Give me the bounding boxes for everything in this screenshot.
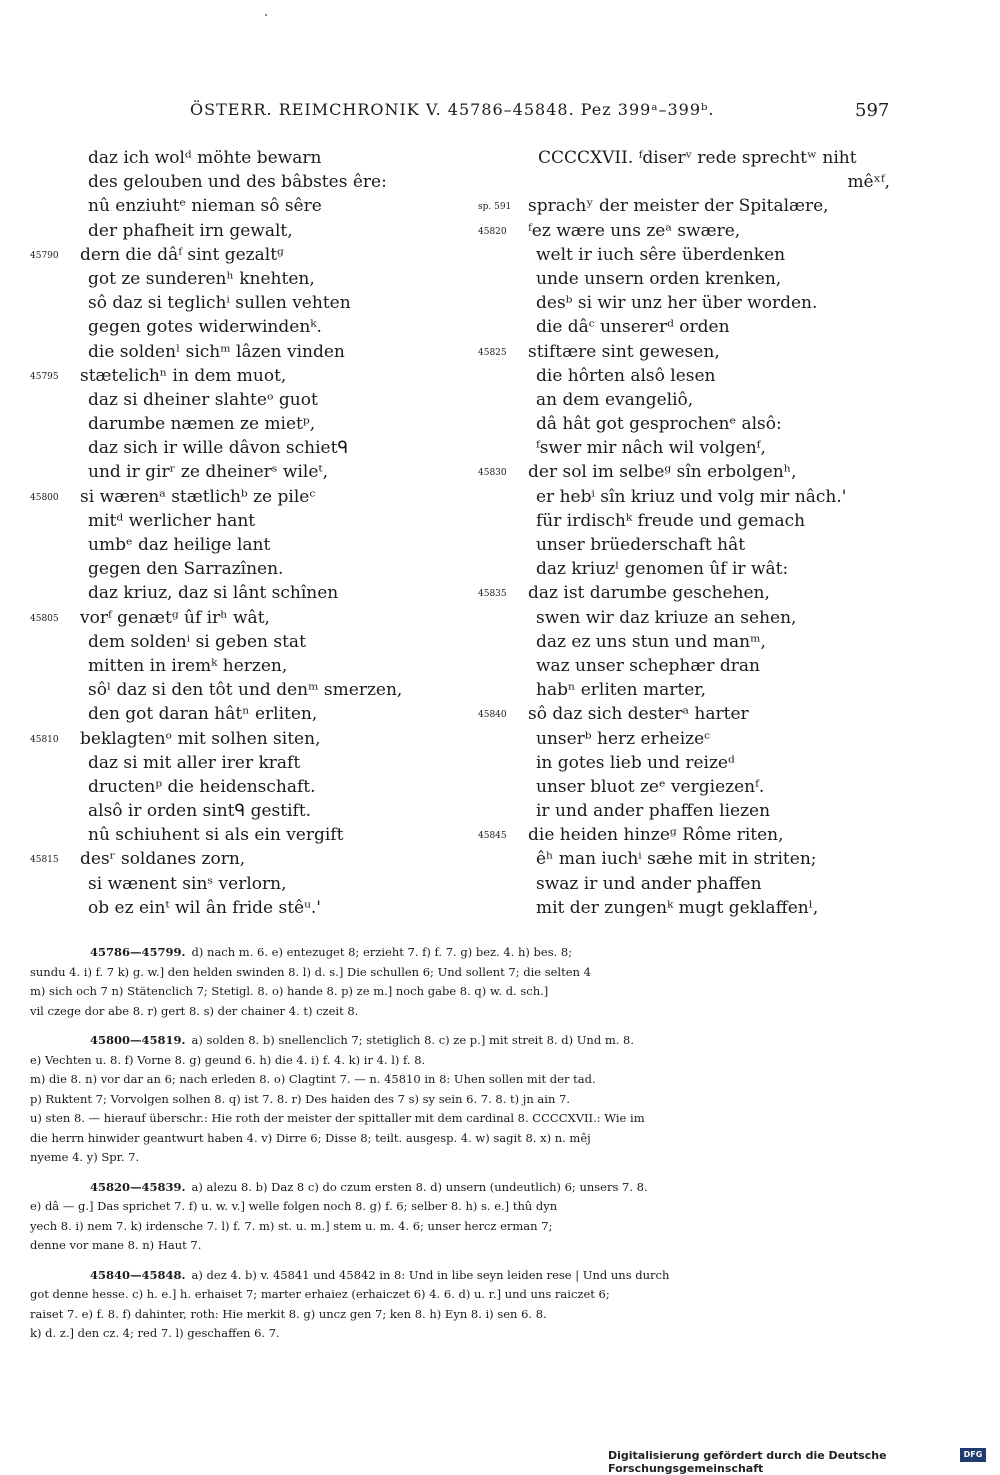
verse-line (478, 751, 898, 775)
verse-line (478, 170, 898, 194)
verse-text: daz ez uns stun und manᵐ, (536, 631, 766, 652)
verse-text: habⁿ erliten marter, (536, 680, 706, 701)
verse-text: sprachʸ der meister der Spitalære, (528, 196, 829, 217)
apparatus-line (30, 1236, 888, 1256)
verse-line (30, 533, 470, 557)
verse-line (478, 315, 898, 339)
apparatus-range: 45840—45848. (90, 1267, 186, 1282)
apparatus-line (30, 1197, 888, 1217)
verse-line (30, 436, 470, 460)
line-number: 45815 (30, 855, 59, 866)
apparatus-block (30, 1031, 888, 1168)
verse-line (30, 581, 470, 605)
apparatus-text: denne vor mane 8. n) Haut 7. (30, 1238, 202, 1252)
verse-text: unserᵇ herz erheizeᶜ (536, 728, 711, 749)
apparatus-line (30, 1090, 888, 1110)
line-number: 45810 (30, 734, 59, 745)
apparatus-line (30, 1148, 888, 1168)
verse-text: swaz ir und ander phaffen (536, 873, 762, 894)
line-number: 45790 (30, 250, 59, 261)
apparatus-text: d) nach m. 6. e) entezuget 8; erzieht 7. f) f. 7. g) bez. 4. h) bes. 8; (191, 945, 573, 959)
apparatus-text: a) alezu 8. b) Daz 8 c) do czum ersten 8. d) unsern (undeutlich) 6; unsers 7. 8. (191, 1179, 648, 1194)
verse-text: unser bluot zeᵉ vergiezenᶠ. (536, 776, 765, 797)
apparatus-text: sundu 4. i) f. 7 k) g. w.] den helden swinden 8. l) d. s.] Die schullen 6; Und sollent 7; die selten 4 (30, 964, 591, 979)
apparatus-text: p) Ruktent 7; Vorvolgen solhen 8. q) ist 7. 8. r) Des haiden des 7 s) sy sein 6. 7. 8. t) jn ain 7. (30, 1091, 570, 1106)
apparatus-text: got denne hesse. c) h. e.] h. erhaiset 7; marter erhaiez (erhaiczet 6) 4. 6. d) u. r.] und uns raiczet 6; (30, 1287, 610, 1301)
apparatus-line (30, 1002, 888, 1022)
verse-line (30, 243, 470, 267)
verse-text: daz kriuzˡ genomen ûf ir wât: (536, 559, 789, 580)
verse-text: mitten in iremᵏ herzen, (88, 655, 288, 676)
verse-line (478, 509, 898, 533)
verse-line (478, 581, 898, 605)
apparatus-range: 45820—45839. (90, 1179, 186, 1194)
verse-text: der sol im selbeᵍ sîn erbolgenʰ, (528, 462, 797, 483)
verse-text: darumbe næmen ze mietᵖ, (88, 414, 316, 435)
line-number: 45820 (478, 226, 507, 237)
apparatus-text: e) dâ — g.] Das sprichet 7. f) u. w. v.] welle folgen noch 8. g) f. 6; selber 8. h) s. e.] thû dyn (30, 1199, 558, 1213)
verse-text: sô daz sich desterᵃ harter (528, 704, 749, 725)
verse-line (478, 460, 898, 484)
dfg-logo: DFG (960, 1448, 986, 1462)
verse-text: alsô ir orden sintᑫ gestift. (88, 801, 312, 822)
line-number: 45800 (30, 492, 59, 503)
apparatus-block (30, 943, 888, 1021)
verse-line (478, 799, 898, 823)
verse-line (478, 219, 898, 243)
verse-text: mêˣᶠ, (847, 172, 890, 193)
verse-line (478, 654, 898, 678)
verse-line (478, 896, 898, 920)
verse-line (30, 460, 470, 484)
verse-text: des gelouben und des bâbstes êre: (88, 172, 387, 193)
verse-text: die heiden hinzeᵍ Rôme riten, (528, 825, 784, 846)
verse-line (30, 727, 470, 751)
verse-line (478, 727, 898, 751)
verse-line (30, 267, 470, 291)
verse-line (478, 194, 898, 218)
verse-line (30, 364, 470, 388)
verse-text: stætelichⁿ in dem muot, (80, 365, 287, 386)
line-number: 45805 (30, 613, 59, 624)
verse-text: daz si mit aller irer kraft (88, 752, 301, 773)
verse-line (30, 146, 470, 170)
verse-text: die soldenˡ sichᵐ lâzen vinden (88, 341, 345, 362)
verse-line (478, 823, 898, 847)
verse-text: sô daz si teglichⁱ sullen vehten (88, 293, 351, 314)
apparatus-text: raiset 7. e) f. 8. f) dahinter, roth: Hie merkit 8. g) uncz gen 7; ken 8. h) Eyn 8. i) sen 6. 8. (30, 1306, 547, 1321)
verse-line (30, 170, 470, 194)
verse-text: ob ez einᵗ wil ân fride stêᵘ.' (88, 897, 321, 918)
apparatus-line (30, 982, 888, 1002)
verse-line (478, 291, 898, 315)
verse-line (30, 751, 470, 775)
verse-line (478, 412, 898, 436)
verse-text: die dâᶜ unsererᵈ orden (536, 317, 730, 338)
verse-text: ᶠez wære uns zeᵃ swære, (528, 220, 741, 241)
critical-apparatus (30, 943, 888, 1354)
line-number: 45840 (478, 710, 507, 721)
apparatus-text: vil czege dor abe 8. r) gert 8. s) der chainer 4. t) czeit 8. (30, 1003, 359, 1018)
apparatus-text: k) d. z.] den cz. 4; red 7. l) geschaffen 6. 7. (30, 1326, 280, 1340)
verse-line (478, 364, 898, 388)
page-header (0, 100, 1000, 124)
apparatus-line (30, 1109, 888, 1129)
apparatus-line (30, 1324, 888, 1344)
verse-line (478, 678, 898, 702)
verse-text: daz ich wolᵈ möhte bewarn (88, 148, 322, 168)
verse-text: er hebⁱ sîn kriuz und volg mir nâch.' (536, 486, 847, 507)
verse-line (30, 340, 470, 364)
apparatus-line (30, 1266, 888, 1286)
scan-speck (265, 14, 267, 16)
running-title: ÖSTERR. REIMCHRONIK V. 45786–45848. Pez 399ᵃ–399ᵇ. (190, 100, 715, 119)
verse-line (478, 436, 898, 460)
verse-line (478, 485, 898, 509)
verse-text: desᵇ si wir unz her über worden. (536, 293, 818, 314)
verse-line (478, 388, 898, 412)
apparatus-range: 45786—45799. (90, 945, 186, 959)
apparatus-block (30, 1178, 888, 1256)
verse-line (478, 533, 898, 557)
verse-line (478, 847, 898, 871)
verse-line (30, 291, 470, 315)
verse-text: unser brüederschaft hât (536, 535, 746, 555)
verse-line (478, 606, 898, 630)
apparatus-line (30, 1217, 888, 1237)
verse-text: die hôrten alsô lesen (536, 365, 716, 386)
verse-text: daz sich ir wille dâvon schietᑫ (88, 438, 349, 459)
verse-text: si wærenᵃ stætlichᵇ ze pileᶜ (80, 486, 316, 507)
verse-text: welt ir iuch sêre überdenken (536, 244, 786, 265)
verse-text: desʳ soldanes zorn, (80, 849, 246, 870)
verse-text: daz kriuz, daz si lânt schînen (88, 583, 339, 604)
verse-text: si wænent sinˢ verlorn, (88, 873, 287, 894)
verse-text: beklagtenᵒ mit solhen siten, (80, 728, 321, 749)
apparatus-line (30, 943, 888, 963)
line-number: 45835 (478, 589, 507, 600)
verse-text: ᶠswer mir nâch wil volgenᶠ, (536, 438, 766, 459)
apparatus-line (30, 1285, 888, 1305)
apparatus-line (30, 1031, 888, 1051)
left-verse-column (30, 146, 470, 920)
apparatus-text: m) die 8. n) vor dar an 6; nach erleden 8. o) Clagtint 7. — n. 45810 in 8: Uhen sollen mit der tad. (30, 1072, 596, 1086)
apparatus-text: u) sten 8. — hierauf überschr.: Hie roth der meister der spittaller mit dem cardinal 8. CCCCXVII.: Wie im (30, 1111, 645, 1125)
verse-line (30, 412, 470, 436)
verse-line (30, 219, 470, 243)
verse-text: CCCCXVII. ᶠdiserᵛ rede sprechtʷ niht (538, 148, 857, 168)
verse-text: für irdischᵏ freude und gemach (536, 510, 806, 531)
verse-text: der phafheit irn gewalt, (88, 220, 293, 241)
apparatus-line (30, 963, 888, 983)
verse-line (478, 872, 898, 896)
verse-line (30, 847, 470, 871)
apparatus-range: 45800—45819. (90, 1033, 186, 1047)
verse-line (478, 775, 898, 799)
verse-line (30, 654, 470, 678)
verse-line (30, 799, 470, 823)
verse-line (30, 823, 470, 847)
verse-text: dern die dâᶠ sint gezaltᵍ (80, 244, 284, 265)
verse-text: daz ist darumbe geschehen, (528, 583, 770, 604)
verse-line (30, 194, 470, 218)
verse-line (30, 775, 470, 799)
verse-text: gegen den Sarrazînen. (88, 559, 284, 580)
verse-line (30, 678, 470, 702)
verse-text: dâ hât got gesprochenᵉ alsô: (536, 414, 782, 435)
line-number: 45830 (478, 468, 507, 479)
verse-line (478, 630, 898, 654)
verse-text: und ir girʳ ze dheinerˢ wileᵗ, (88, 462, 329, 483)
apparatus-line (30, 1070, 888, 1090)
apparatus-line (30, 1129, 888, 1149)
verse-text: mit der zungenᵏ mugt geklaffenˡ, (536, 897, 819, 918)
line-number: 45845 (478, 831, 507, 842)
verse-text: in gotes lieb und reizeᵈ (536, 752, 735, 773)
verse-line (30, 388, 470, 412)
verse-line (30, 606, 470, 630)
right-verse-column (478, 146, 898, 920)
verse-text: nû schiuhent si als ein vergift (88, 825, 344, 846)
verse-text: got ze sunderenʰ knehten, (88, 268, 315, 289)
verse-line (30, 702, 470, 726)
line-number: 45825 (478, 347, 507, 358)
verse-text: dructenᵖ die heidenschaft. (88, 776, 316, 797)
verse-text: gegen gotes widerwindenᵏ. (88, 317, 322, 338)
verse-line (30, 315, 470, 339)
verse-text: den got daran hâtⁿ erliten, (88, 704, 318, 725)
verse-text: êʰ man iuchⁱ sæhe mit in striten; (536, 849, 817, 870)
verse-text: vorᶠ genætᵍ ûf irʰ wât, (80, 607, 270, 628)
verse-text: sôˡ daz si den tôt und denᵐ smerzen, (88, 680, 403, 701)
verse-text: dem soldenⁱ si geben stat (88, 631, 306, 652)
verse-text: swen wir daz kriuze an sehen, (536, 607, 797, 628)
verse-text: umbᵉ daz heilige lant (88, 535, 271, 555)
apparatus-text: a) dez 4. b) v. 45841 und 45842 in 8: Und in libe seyn leiden rese | Und uns durch (191, 1267, 670, 1282)
verse-text: an dem evangeliô, (536, 389, 694, 410)
apparatus-line (30, 1305, 888, 1325)
line-number: 45795 (30, 371, 59, 382)
verse-text: mitᵈ werlicher hant (88, 510, 256, 531)
funding-notice: Digitalisierung gefördert durch die Deutsche Forschungsgemeinschaft (608, 1449, 887, 1475)
verse-line (478, 243, 898, 267)
verse-text: unde unsern orden krenken, (536, 268, 782, 289)
verse-line (478, 702, 898, 726)
verse-line (30, 896, 470, 920)
apparatus-text: e) Vechten u. 8. f) Vorne 8. g) geund 6. h) die 4. i) f. 4. k) ir 4. l) f. 8. (30, 1052, 426, 1067)
apparatus-text: m) sich och 7 n) Stätenclich 7; Stetigl. 8. o) hande 8. p) ze m.] noch gabe 8. q) w. d. sch.] (30, 984, 549, 998)
verse-text: nû enziuhtᵉ nieman sô sêre (88, 196, 322, 217)
apparatus-text: a) solden 8. b) snellenclich 7; stetiglich 8. c) ze p.] mit streit 8. d) Und m. 8. (191, 1033, 635, 1047)
verse-text: stiftære sint gewesen, (528, 341, 720, 362)
apparatus-text: yech 8. i) nem 7. k) irdensche 7. l) f. 7. m) st. u. m.] stem u. m. 4. 6; unser hercz erman 7; (30, 1218, 553, 1233)
apparatus-block (30, 1266, 888, 1344)
verse-text: ir und ander phaffen liezen (536, 801, 771, 822)
verse-line (30, 485, 470, 509)
apparatus-text: die herrn hinwider geantwurt haben 4. v) Dirre 6; Disse 8; teilt. ausgesp. 4. w) sagit 8. x) n. mêj (30, 1130, 591, 1145)
apparatus-line (30, 1051, 888, 1071)
apparatus-text: nyeme 4. y) Spr. 7. (30, 1150, 140, 1164)
page-number: 597 (855, 100, 890, 121)
line-number: sp. 591 (478, 202, 512, 213)
verse-line (478, 557, 898, 581)
verse-text: daz si dheiner slahteᵒ guot (88, 389, 318, 410)
verse-line (30, 557, 470, 581)
verse-line (478, 146, 898, 170)
verse-line (30, 509, 470, 533)
verse-text: waz unser schephær dran (536, 655, 760, 676)
verse-line (478, 267, 898, 291)
verse-line (30, 872, 470, 896)
apparatus-line (30, 1178, 888, 1198)
verse-line (30, 630, 470, 654)
verse-line (478, 340, 898, 364)
